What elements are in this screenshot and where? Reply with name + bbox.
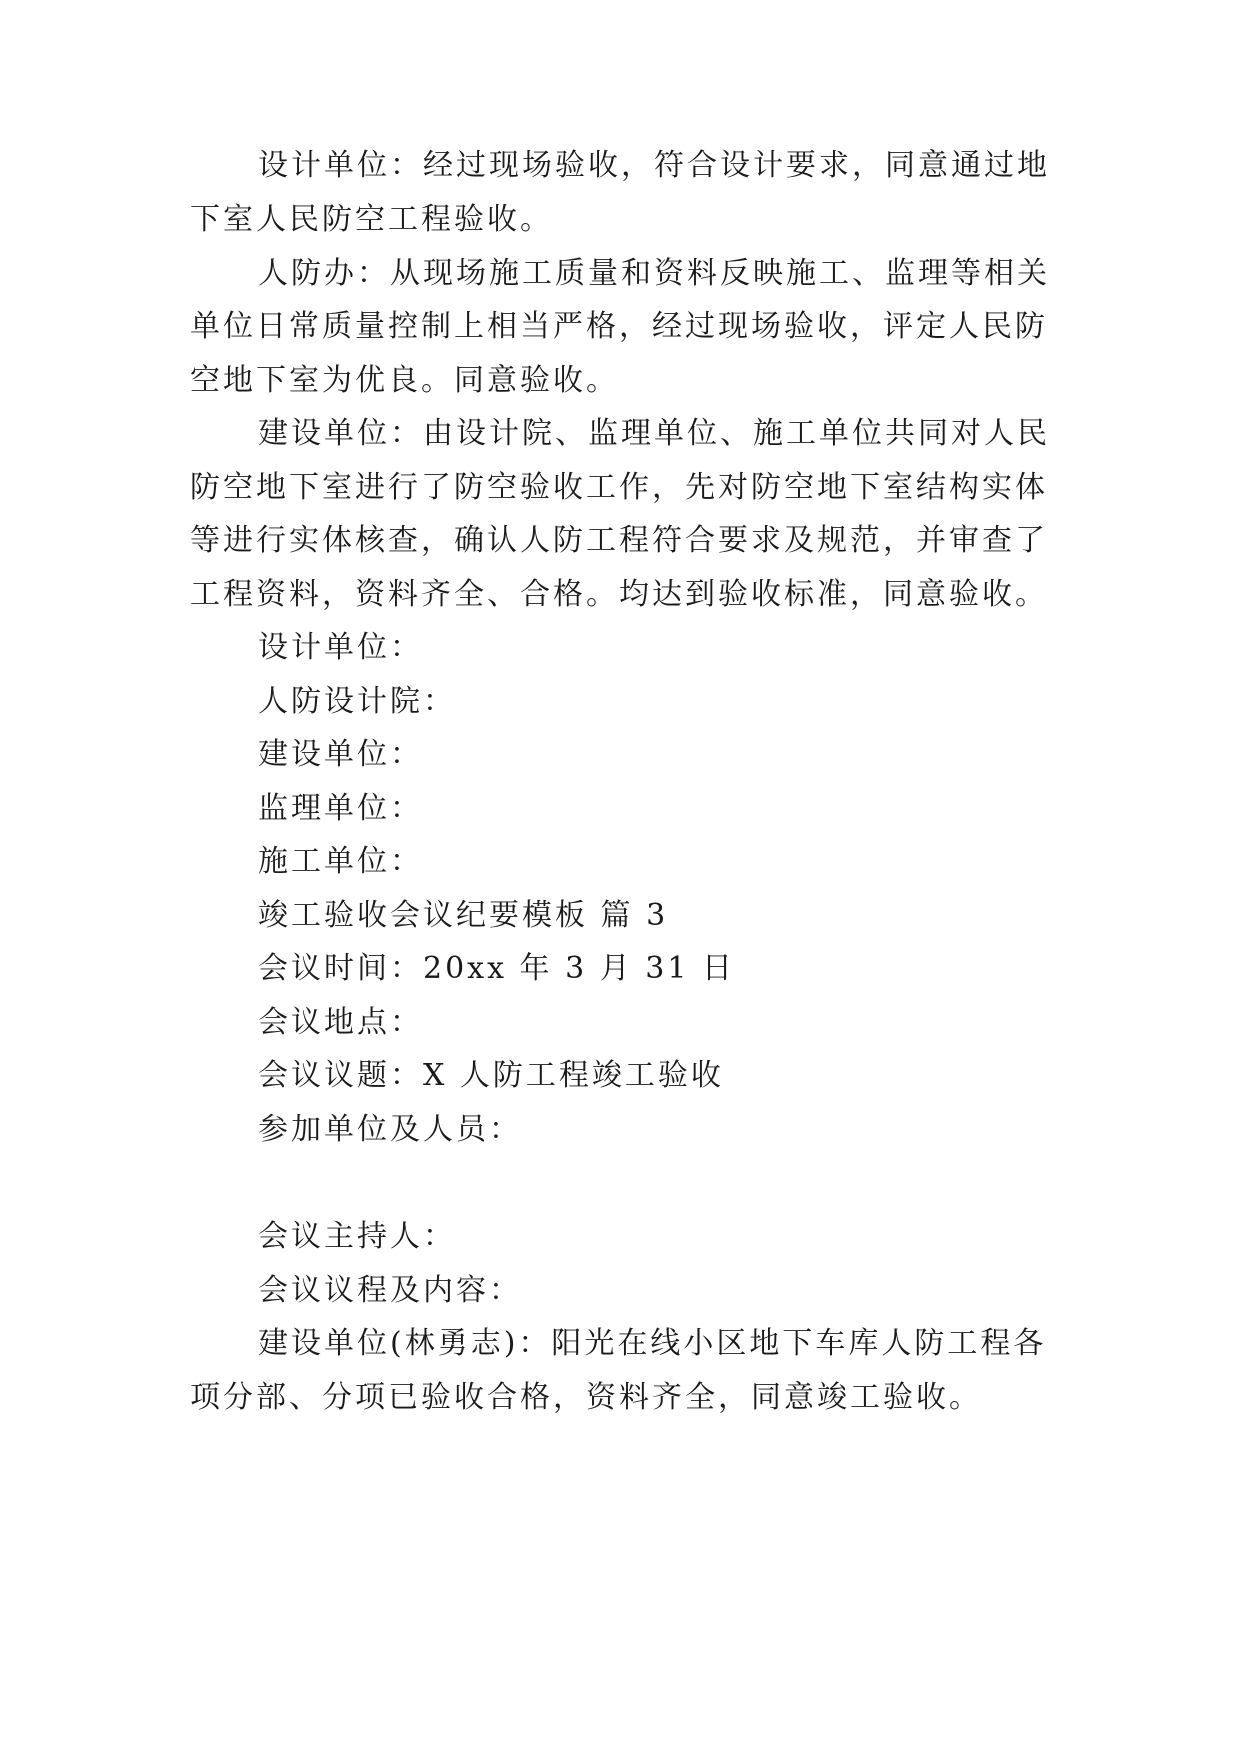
signature-label: 施工单位： — [258, 844, 423, 879]
meeting-location: 会议地点： — [258, 1005, 423, 1040]
meeting-topic: 会议议题：X 人防工程竣工验收 — [258, 1058, 724, 1093]
section-heading: 竣工验收会议纪要模板 篇 3 — [258, 898, 669, 933]
paragraph-line: 人防办：从现场施工质量和资料反映施工、监理等相关 — [258, 256, 1050, 291]
signature-label: 监理单位： — [258, 791, 423, 826]
meeting-time: 会议时间：20xx 年 3 月 31 日 — [258, 951, 735, 986]
paragraph-line: 设计单位：经过现场验收，符合设计要求，同意通过地 — [258, 148, 1050, 183]
paragraph-line: 工程资料，资料齐全、合格。均达到验收标准，同意验收。 — [190, 577, 1048, 612]
paragraph-line: 等进行实体核查，确认人防工程符合要求及规范，并审查了 — [190, 523, 1048, 558]
signature-label: 设计单位： — [258, 630, 423, 665]
paragraph-line: 单位日常质量控制上相当严格，经过现场验收，评定人民防 — [190, 309, 1048, 344]
paragraph-line: 空地下室为优良。同意验收。 — [190, 363, 619, 398]
agenda-label: 会议议程及内容： — [258, 1273, 522, 1308]
signature-label: 人防设计院： — [258, 684, 456, 719]
participants-label: 参加单位及人员： — [258, 1112, 522, 1147]
meeting-host: 会议主持人： — [258, 1219, 456, 1254]
paragraph-line: 建设单位：由设计院、监理单位、施工单位共同对人民 — [258, 416, 1050, 451]
paragraph-line: 下室人民防空工程验收。 — [190, 202, 553, 237]
signature-label: 建设单位： — [258, 737, 423, 772]
paragraph-line: 建设单位(林勇志)：阳光在线小区地下车库人防工程各 — [258, 1326, 1047, 1361]
paragraph-line: 防空地下室进行了防空验收工作，先对防空地下室结构实体 — [190, 470, 1048, 505]
paragraph-line: 项分部、分项已验收合格，资料齐全，同意竣工验收。 — [190, 1380, 982, 1415]
